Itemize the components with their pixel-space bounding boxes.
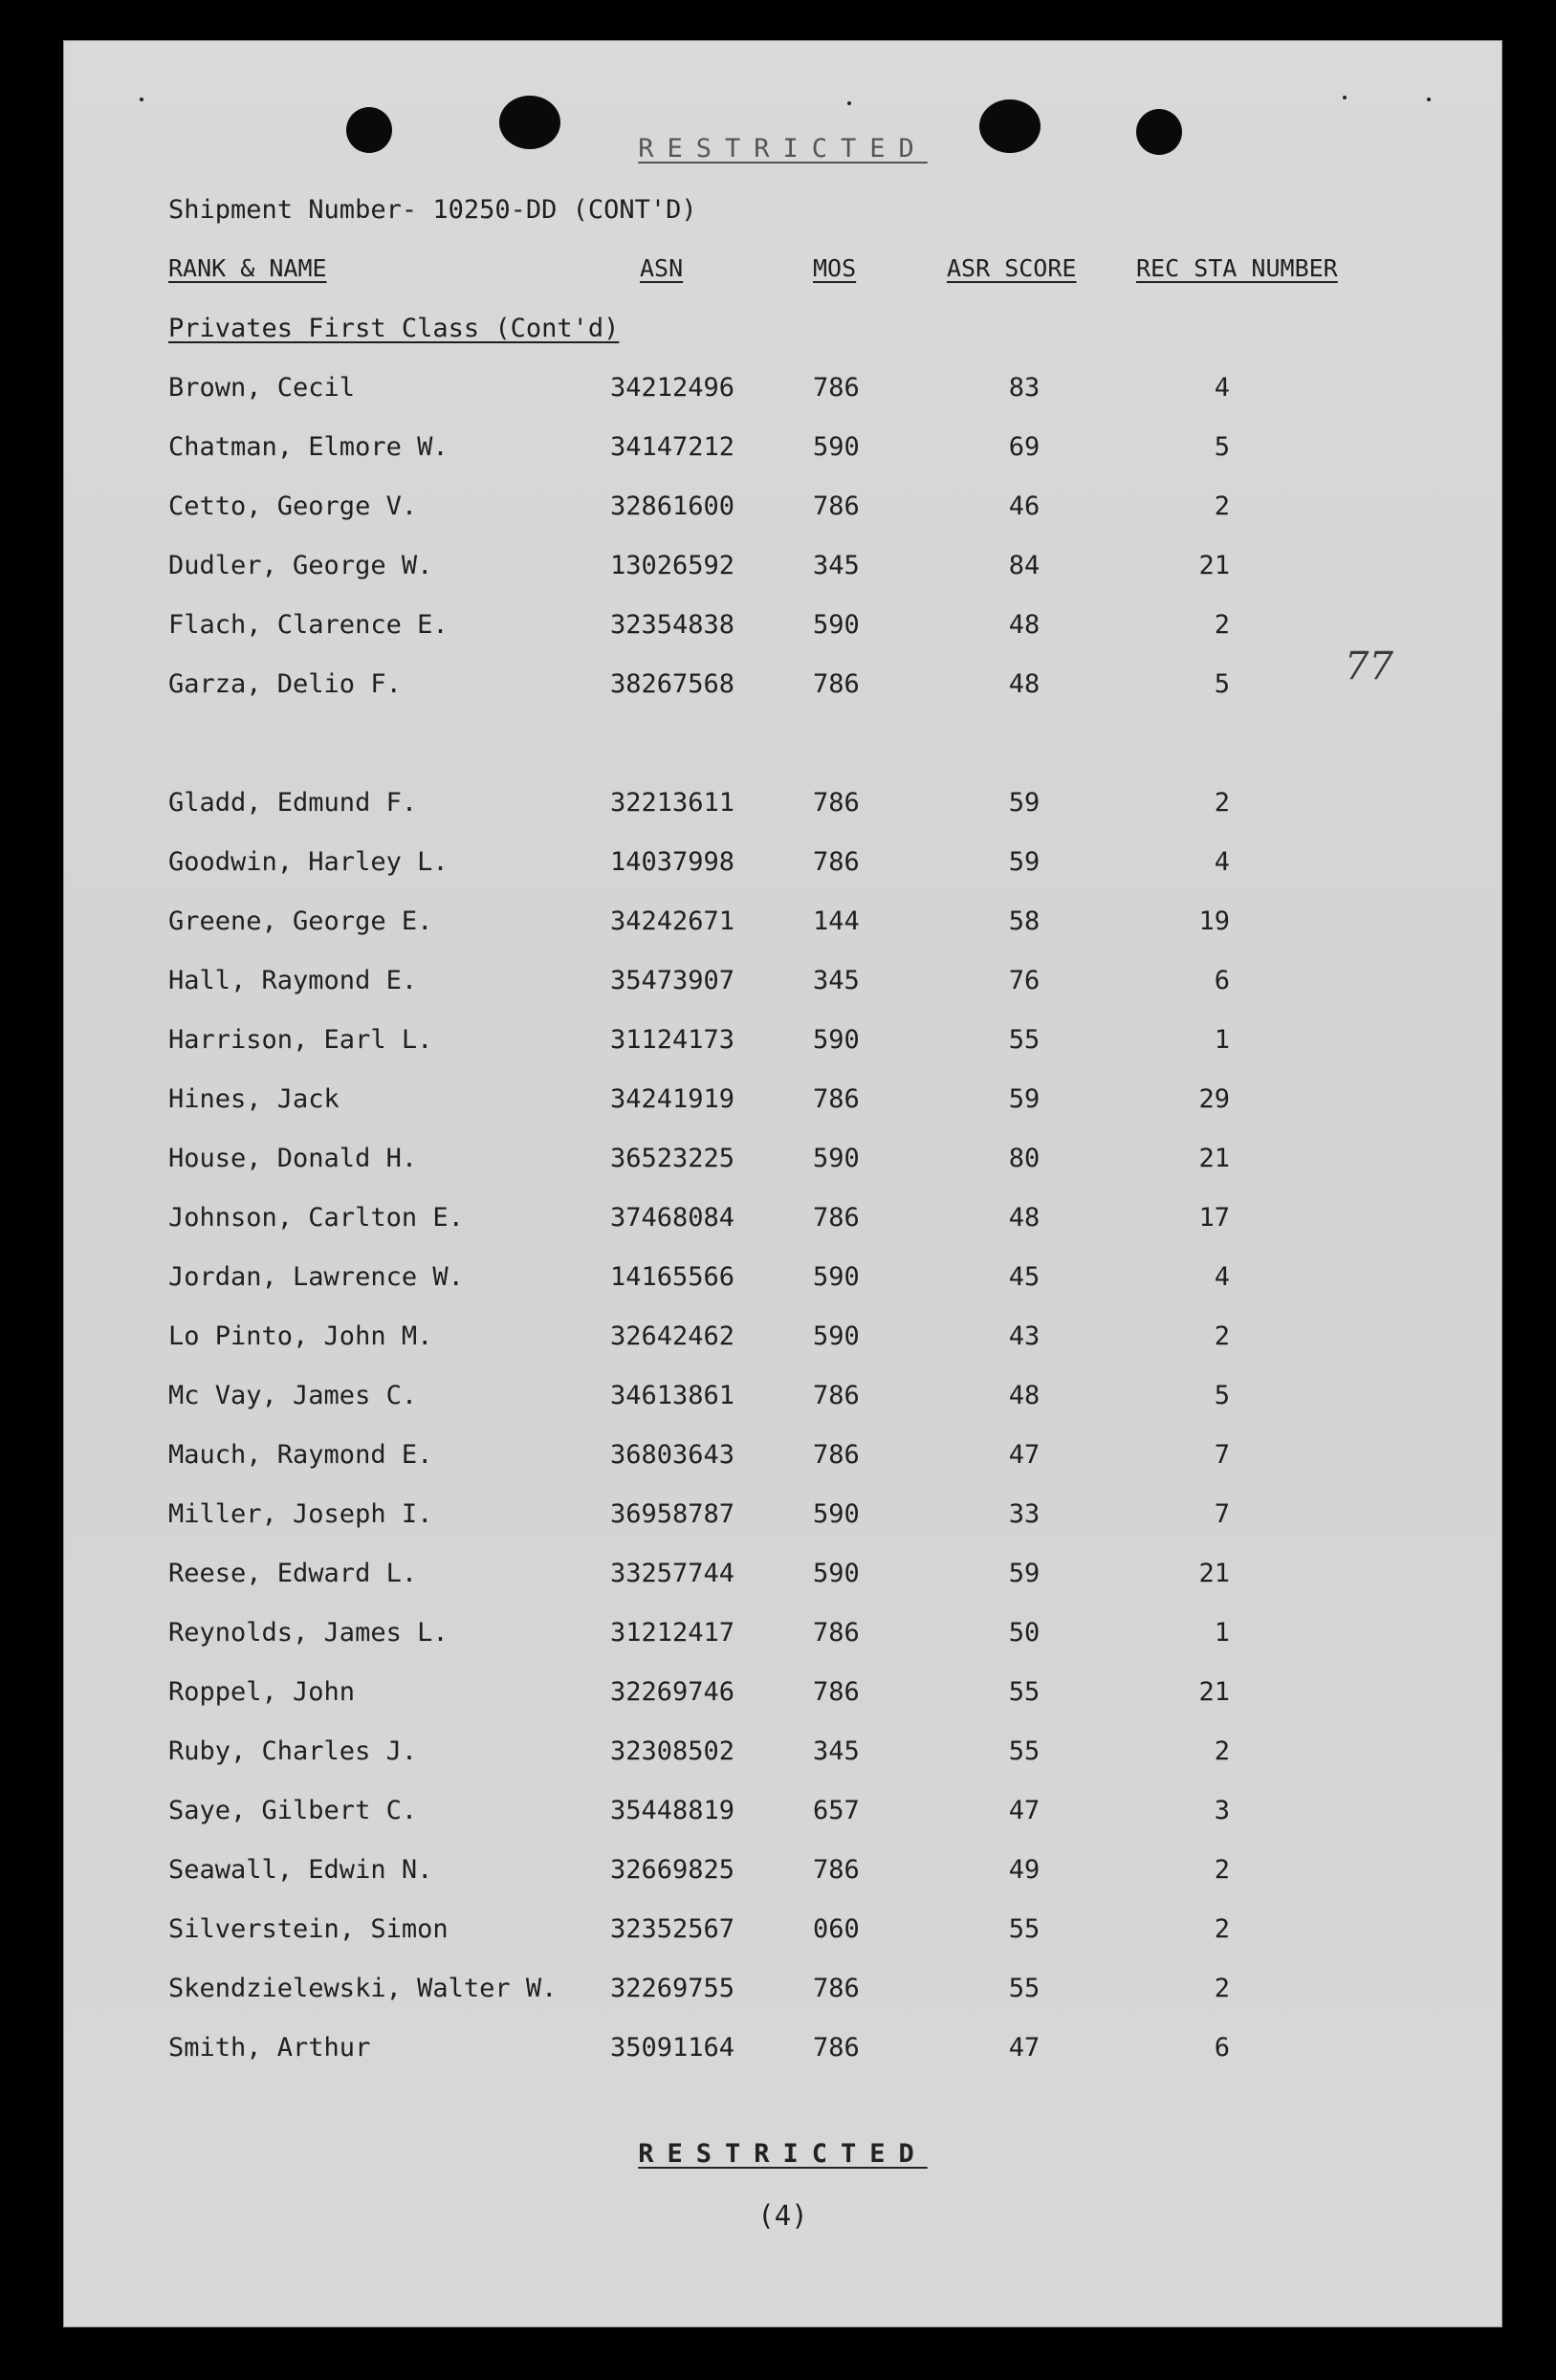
mos-cell: 345 — [813, 551, 860, 580]
asn-cell: 34241919 — [610, 1084, 735, 1114]
mos-cell: 786 — [813, 1203, 860, 1233]
table-row — [63, 551, 1502, 589]
mos-cell: 590 — [813, 1144, 860, 1173]
asr-score-cell: 69 — [1008, 432, 1041, 462]
asr-score-cell: 80 — [1008, 1144, 1041, 1173]
asn-cell: 34147212 — [610, 432, 735, 462]
asr-score-cell: 46 — [1008, 491, 1041, 521]
asn-cell: 36803643 — [610, 1440, 735, 1470]
rec-sta-number-cell: 1 — [1214, 1025, 1230, 1055]
column-header-asn: ASN — [640, 254, 684, 282]
soldier-name: Johnson, Carlton E. — [168, 1203, 464, 1233]
asr-score-cell: 47 — [1008, 2033, 1041, 2063]
asn-cell: 34242671 — [610, 906, 735, 936]
mos-cell: 786 — [813, 1618, 860, 1648]
table-row — [63, 1974, 1502, 2012]
soldier-name: Hall, Raymond E. — [168, 966, 418, 995]
soldier-name: Roppel, John — [168, 1677, 356, 1707]
rec-sta-number-cell: 6 — [1214, 966, 1230, 995]
mos-cell: 786 — [813, 491, 860, 521]
asn-cell: 32669825 — [610, 1855, 735, 1885]
asn-cell: 35091164 — [610, 2033, 735, 2063]
asr-score-cell: 50 — [1008, 1618, 1041, 1648]
asr-score-cell: 58 — [1008, 906, 1041, 936]
asn-cell: 31212417 — [610, 1618, 735, 1648]
asr-score-cell: 59 — [1008, 1559, 1041, 1588]
table-row — [63, 1559, 1502, 1597]
asn-cell: 14165566 — [610, 1262, 735, 1292]
mos-cell: 590 — [813, 432, 860, 462]
soldier-name: Garza, Delio F. — [168, 669, 402, 699]
rec-sta-number-cell: 6 — [1214, 2033, 1230, 2063]
table-row — [63, 1440, 1502, 1478]
mos-cell: 786 — [813, 1855, 860, 1885]
rec-sta-number-cell: 2 — [1214, 610, 1230, 640]
mos-cell: 060 — [813, 1914, 860, 1944]
asn-cell: 32308502 — [610, 1736, 735, 1766]
table-row — [63, 2033, 1502, 2071]
soldier-name: Cetto, George V. — [168, 491, 418, 521]
rec-sta-number-cell: 5 — [1214, 669, 1230, 699]
section-heading: Privates First Class (Cont'd) — [168, 314, 620, 343]
table-row — [63, 1914, 1502, 1953]
speck — [1427, 98, 1431, 101]
rec-sta-number-cell: 2 — [1214, 788, 1230, 818]
asn-cell: 32642462 — [610, 1321, 735, 1351]
mos-cell: 590 — [813, 610, 860, 640]
rec-sta-number-cell: 2 — [1214, 491, 1230, 521]
document-page — [63, 40, 1502, 2327]
rec-sta-number-cell: 4 — [1214, 1262, 1230, 1292]
mos-cell: 590 — [813, 1262, 860, 1292]
asn-cell: 32269755 — [610, 1974, 735, 2003]
speck — [1343, 96, 1347, 99]
rec-sta-number-cell: 2 — [1214, 1855, 1230, 1885]
mos-cell: 786 — [813, 669, 860, 699]
rec-sta-number-cell: 19 — [1198, 906, 1230, 936]
asn-cell: 38267568 — [610, 669, 735, 699]
asr-score-cell: 48 — [1008, 610, 1041, 640]
table-row — [63, 1677, 1502, 1715]
asn-cell: 35473907 — [610, 966, 735, 995]
soldier-name: Lo Pinto, John M. — [168, 1321, 433, 1351]
mos-cell: 786 — [813, 373, 860, 403]
table-row — [63, 373, 1502, 411]
asn-cell: 14037998 — [610, 847, 735, 877]
table-row — [63, 1618, 1502, 1656]
soldier-name: Hines, Jack — [168, 1084, 340, 1114]
rec-sta-number-cell: 21 — [1198, 1677, 1230, 1707]
mos-cell: 786 — [813, 788, 860, 818]
table-row — [63, 1144, 1502, 1182]
rec-sta-number-cell: 4 — [1214, 373, 1230, 403]
asr-score-cell: 59 — [1008, 1084, 1041, 1114]
asr-score-cell: 84 — [1008, 551, 1041, 580]
rec-sta-number-cell: 21 — [1198, 1559, 1230, 1588]
asn-cell: 32213611 — [610, 788, 735, 818]
soldier-name: Ruby, Charles J. — [168, 1736, 418, 1766]
mos-cell: 590 — [813, 1499, 860, 1529]
soldier-name: Brown, Cecil — [168, 373, 356, 403]
table-row — [63, 1025, 1502, 1063]
soldier-name: Seawall, Edwin N. — [168, 1855, 433, 1885]
asr-score-cell: 76 — [1008, 966, 1041, 995]
restricted-header: RESTRICTED — [638, 134, 928, 164]
shipment-number: Shipment Number- 10250-DD (CONT'D) — [168, 195, 697, 225]
mos-cell: 590 — [813, 1559, 860, 1588]
asr-score-cell: 55 — [1008, 1677, 1041, 1707]
soldier-name: Skendzielewski, Walter W. — [168, 1974, 558, 2003]
restricted-footer: RESTRICTED — [638, 2139, 928, 2169]
soldier-name: Gladd, Edmund F. — [168, 788, 418, 818]
asr-score-cell: 48 — [1008, 1381, 1041, 1410]
rec-sta-number-cell: 2 — [1214, 1974, 1230, 2003]
asn-cell: 31124173 — [610, 1025, 735, 1055]
table-row — [63, 1855, 1502, 1893]
column-header-rank-name: RANK & NAME — [168, 254, 327, 282]
table-row — [63, 491, 1502, 530]
rec-sta-number-cell: 29 — [1198, 1084, 1230, 1114]
rec-sta-number-cell: 2 — [1214, 1321, 1230, 1351]
column-header-asr-score: ASR SCORE — [947, 254, 1077, 282]
table-row — [63, 432, 1502, 470]
table-row — [63, 1796, 1502, 1834]
mos-cell: 345 — [813, 1736, 860, 1766]
table-row — [63, 1499, 1502, 1538]
table-row — [63, 847, 1502, 885]
mos-cell: 345 — [813, 966, 860, 995]
asr-score-cell: 47 — [1008, 1796, 1041, 1825]
asr-score-cell: 45 — [1008, 1262, 1041, 1292]
table-row — [63, 1381, 1502, 1419]
asr-score-cell: 55 — [1008, 1025, 1041, 1055]
asr-score-cell: 33 — [1008, 1499, 1041, 1529]
rec-sta-number-cell: 21 — [1198, 1144, 1230, 1173]
table-row — [63, 1084, 1502, 1123]
mos-cell: 657 — [813, 1796, 860, 1825]
asr-score-cell: 55 — [1008, 1736, 1041, 1766]
mos-cell: 786 — [813, 847, 860, 877]
asn-cell: 34613861 — [610, 1381, 735, 1410]
rec-sta-number-cell: 17 — [1198, 1203, 1230, 1233]
table-row — [63, 906, 1502, 945]
column-header-rec-sta-number: REC STA NUMBER — [1136, 254, 1338, 282]
asn-cell: 35448819 — [610, 1796, 735, 1825]
rec-sta-number-cell: 21 — [1198, 551, 1230, 580]
soldier-name: Goodwin, Harley L. — [168, 847, 449, 877]
asn-cell: 36523225 — [610, 1144, 735, 1173]
column-header-mos: MOS — [813, 254, 857, 282]
asn-cell: 32269746 — [610, 1677, 735, 1707]
table-row — [63, 788, 1502, 826]
soldier-name: Jordan, Lawrence W. — [168, 1262, 464, 1292]
mos-cell: 786 — [813, 1677, 860, 1707]
soldier-name: Greene, George E. — [168, 906, 433, 936]
mos-cell: 786 — [813, 1381, 860, 1410]
soldier-name: Mc Vay, James C. — [168, 1381, 418, 1410]
asn-cell: 33257744 — [610, 1559, 735, 1588]
asr-score-cell: 83 — [1008, 373, 1041, 403]
rec-sta-number-cell: 5 — [1214, 432, 1230, 462]
table-row — [63, 610, 1502, 648]
asr-score-cell: 59 — [1008, 847, 1041, 877]
table-row — [63, 1736, 1502, 1775]
mos-cell: 786 — [813, 2033, 860, 2063]
table-row — [63, 1321, 1502, 1360]
asn-cell: 32354838 — [610, 610, 735, 640]
rec-sta-number-cell: 7 — [1214, 1499, 1230, 1529]
asr-score-cell: 47 — [1008, 1440, 1041, 1470]
rec-sta-number-cell: 1 — [1214, 1618, 1230, 1648]
rec-sta-number-cell: 2 — [1214, 1736, 1230, 1766]
asn-cell: 32861600 — [610, 491, 735, 521]
soldier-name: Saye, Gilbert C. — [168, 1796, 418, 1825]
asn-cell: 36958787 — [610, 1499, 735, 1529]
table-row — [63, 1262, 1502, 1300]
page-number: (4) — [757, 2199, 808, 2232]
rec-sta-number-cell: 4 — [1214, 847, 1230, 877]
asr-score-cell: 59 — [1008, 788, 1041, 818]
soldier-name: Chatman, Elmore W. — [168, 432, 449, 462]
handwritten-margin-note: 77 — [1345, 644, 1393, 688]
soldier-name: Silverstein, Simon — [168, 1914, 449, 1944]
table-row — [63, 966, 1502, 1004]
rec-sta-number-cell: 7 — [1214, 1440, 1230, 1470]
asn-cell: 13026592 — [610, 551, 735, 580]
asr-score-cell: 55 — [1008, 1974, 1041, 2003]
speck — [847, 101, 851, 105]
mos-cell: 590 — [813, 1025, 860, 1055]
table-row — [63, 669, 1502, 708]
mos-cell: 144 — [813, 906, 860, 936]
mos-cell: 786 — [813, 1974, 860, 2003]
asr-score-cell: 55 — [1008, 1914, 1041, 1944]
mos-cell: 590 — [813, 1321, 860, 1351]
mos-cell: 786 — [813, 1440, 860, 1470]
asn-cell: 37468084 — [610, 1203, 735, 1233]
soldier-name: Miller, Joseph I. — [168, 1499, 433, 1529]
asn-cell: 34212496 — [610, 373, 735, 403]
soldier-name: House, Donald H. — [168, 1144, 418, 1173]
asr-score-cell: 49 — [1008, 1855, 1041, 1885]
soldier-name: Reese, Edward L. — [168, 1559, 418, 1588]
asr-score-cell: 43 — [1008, 1321, 1041, 1351]
rec-sta-number-cell: 2 — [1214, 1914, 1230, 1944]
asn-cell: 32352567 — [610, 1914, 735, 1944]
soldier-name: Mauch, Raymond E. — [168, 1440, 433, 1470]
rec-sta-number-cell: 3 — [1214, 1796, 1230, 1825]
soldier-name: Flach, Clarence E. — [168, 610, 449, 640]
soldier-name: Harrison, Earl L. — [168, 1025, 433, 1055]
soldier-name: Dudler, George W. — [168, 551, 433, 580]
table-row — [63, 1203, 1502, 1241]
soldier-name: Reynolds, James L. — [168, 1618, 449, 1648]
rec-sta-number-cell: 5 — [1214, 1381, 1230, 1410]
asr-score-cell: 48 — [1008, 1203, 1041, 1233]
speck — [140, 98, 143, 101]
mos-cell: 786 — [813, 1084, 860, 1114]
asr-score-cell: 48 — [1008, 669, 1041, 699]
soldier-name: Smith, Arthur — [168, 2033, 371, 2063]
